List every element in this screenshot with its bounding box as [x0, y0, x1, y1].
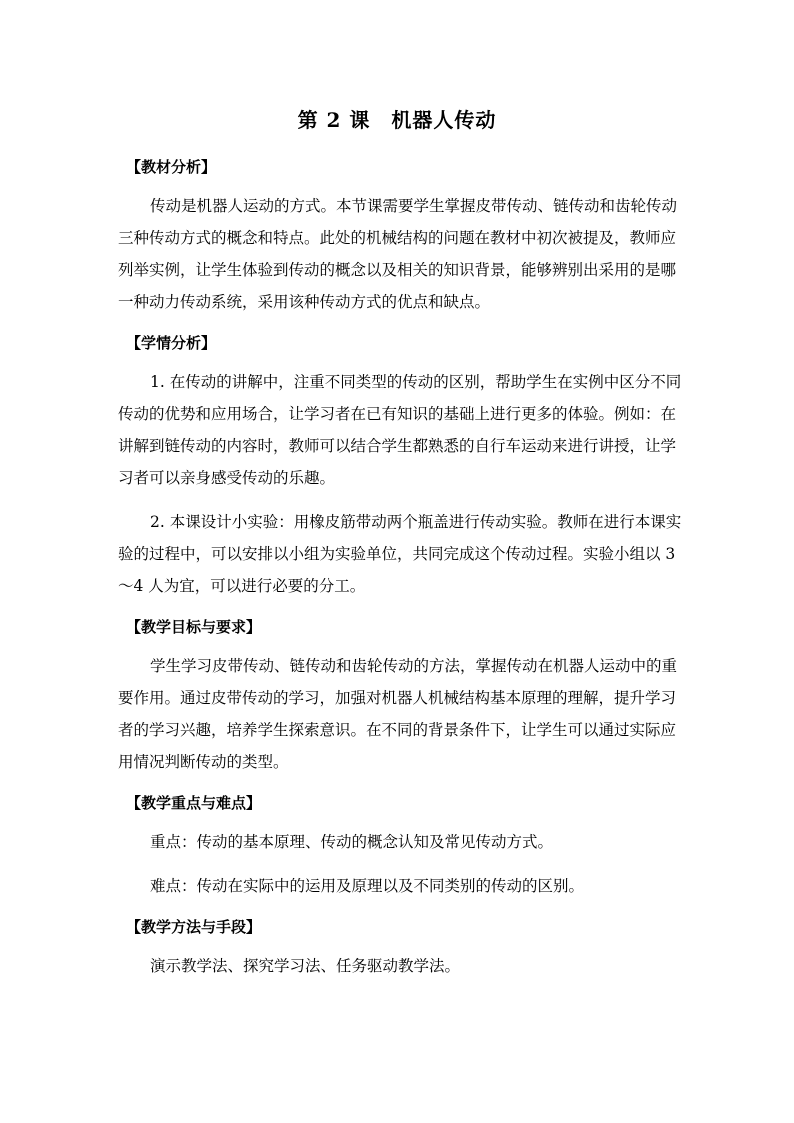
section-heading: 【学情分析】 [126, 334, 217, 352]
section-heading: 【教学方法与手段】 [126, 918, 262, 936]
document-title: 第 2 课 机器人传动 [297, 108, 497, 132]
paragraph: 2. 本课设计小实验：用橡皮筋带动两个瓶盖进行传动实验。教师在进行本课实验的过程中，可以安排以小组为实验单位，共同完成这个传动过程。实验小组以 3～4 人为宜，可以进行必要的分工。 [118, 513, 682, 595]
section-heading: 【教学目标与要求】 [126, 618, 262, 636]
section-learner-analysis [118, 332, 688, 602]
paragraph: 传动是机器人运动的方式。本节课需要学生掌握皮带传动、链传动和齿轮传动三种传动方式的概念和特点。此处的机械结构的问题在教材中初次被提及，教师应列举实例，让学生体验到传动的概念以及相关的知识背景，能够辨别出采用的是哪一种动力传动系统，采用该种传动方式的优点和缺点。 [118, 197, 678, 311]
section-key-points [118, 792, 688, 902]
section-teaching-methods [118, 916, 688, 982]
section-teaching-goals [118, 616, 688, 778]
paragraph: 学生学习皮带传动、链传动和齿轮传动的方法，掌握传动在机器人运动中的重要作用。通过皮带传动的学习，加强对机器人机械结构基本原理的理解，提升学习者的学习兴趣，培养学生探索意识。在不同的背景条件下，让学生可以通过实际应用情况判断传动的类型。 [118, 657, 678, 771]
key-point-line: 重点：传动的基本原理、传动的概念认知及常见传动方式。 [150, 833, 554, 851]
paragraph: 1. 在传动的讲解中，注重不同类型的传动的区别，帮助学生在实例中区分不同传动的优势和应用场合，让学习者在已有知识的基础上进行更多的体验。例如：在讲解到链传动的内容时，教师可以结合学生都熟悉的自行车运动来进行讲授，让学习者可以亲身感受传动的乐趣。 [118, 373, 682, 487]
document-body [118, 156, 688, 996]
difficulty-line: 难点：传动在实际中的运用及原理以及不同类别的传动的区别。 [150, 877, 585, 895]
section-heading: 【教材分析】 [126, 158, 217, 176]
section-textbook-analysis [118, 156, 688, 318]
section-heading: 【教学重点与难点】 [126, 794, 262, 812]
methods-line: 演示教学法、探究学习法、任务驱动教学法。 [150, 957, 461, 975]
